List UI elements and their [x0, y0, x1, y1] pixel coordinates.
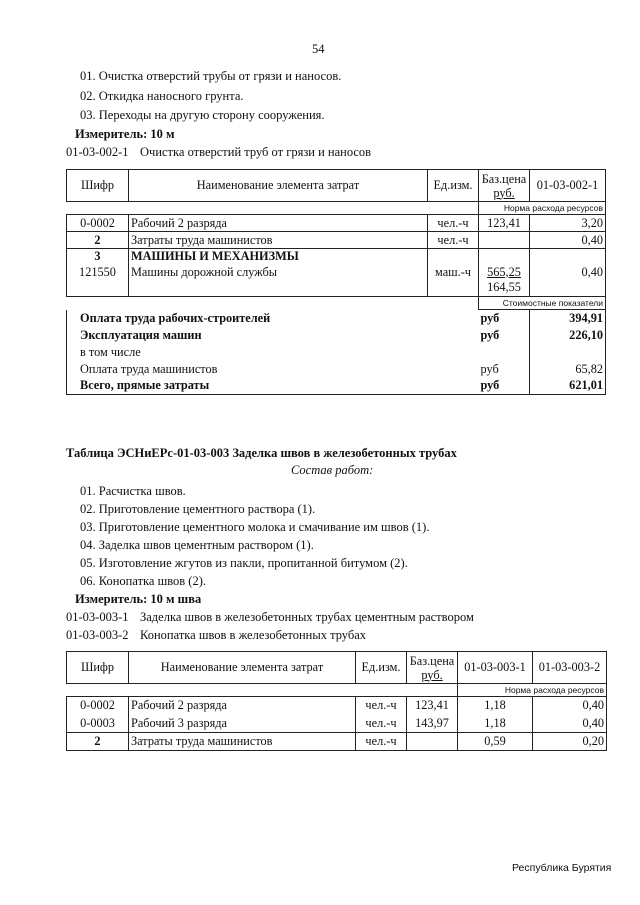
row-price: [407, 733, 458, 751]
work-item: 02. Откидка наносного грунта.: [80, 89, 244, 103]
item-name: Заделка швов в железобетонных трубах цементным раствором: [140, 610, 474, 624]
footer-region: Республика Бурятия: [512, 862, 612, 874]
row-price: 143,97: [407, 715, 458, 733]
work-item: 02. Приготовление цементного раствора (1).: [80, 502, 316, 516]
row-unit: чел.-ч: [428, 232, 479, 249]
norms-table-1: [66, 169, 606, 395]
cost-unit: руб: [479, 378, 530, 395]
cost-name: Всего, прямые затраты: [67, 378, 479, 395]
header-unit: Ед.изм.: [356, 652, 407, 684]
row-name: Затраты труда машинистов: [129, 733, 356, 751]
header-price: Баз.цена руб.: [407, 652, 458, 684]
row-unit: чел.-ч: [356, 697, 407, 715]
machine-unit: маш.-ч: [428, 265, 479, 297]
cost-name: Оплата труда машинистов: [67, 361, 479, 378]
cost-name: в том числе: [67, 344, 479, 361]
row-name: Рабочий 2 разряда: [129, 215, 428, 232]
header-col1: 01-03-003-1: [458, 652, 533, 684]
cost-name: Эксплуатация машин: [67, 327, 479, 344]
measure-unit: Измеритель: 10 м шва: [75, 592, 202, 606]
machine-code: 121550: [67, 265, 129, 297]
works-subtitle: Состав работ:: [291, 463, 374, 477]
header-name: Наименование элемента затрат: [129, 652, 356, 684]
row-value-1: 1,18: [458, 697, 533, 715]
cost-value: [530, 344, 606, 361]
cost-unit: [479, 344, 530, 361]
norms-table-2: [66, 651, 607, 751]
header-code: Шифр: [67, 170, 129, 202]
row-value-2: 0,40: [533, 715, 607, 733]
item-code: 01-03-003-2: [66, 628, 129, 642]
row-name: Затраты труда машинистов: [129, 232, 428, 249]
cost-unit: руб: [479, 361, 530, 378]
measure-unit: Измеритель: 10 м: [75, 127, 175, 141]
work-item: 04. Заделка швов цементным раствором (1).: [80, 538, 314, 552]
row-price: 123,41: [407, 697, 458, 715]
cost-value: 621,01: [530, 378, 606, 395]
machine-name: Машины дорожной службы: [129, 265, 428, 297]
item-code: 01-03-002-1: [66, 145, 129, 159]
subhead-resources: Норма расхода ресурсов: [458, 684, 607, 697]
cost-unit: руб: [479, 310, 530, 327]
work-item: 01. Очистка отверстий трубы от грязи и наносов.: [80, 69, 342, 83]
item-code: 01-03-003-1: [66, 610, 129, 624]
subhead-resources: Норма расхода ресурсов: [479, 202, 606, 215]
row-value-2: 0,20: [533, 733, 607, 751]
subhead-costs: Стоимостные показатели: [479, 297, 606, 310]
row-code: 0-0002: [67, 697, 129, 715]
cost-value: 226,10: [530, 327, 606, 344]
row-code: 2: [67, 733, 129, 751]
machine-price: 565,25 164,55: [479, 265, 530, 297]
row-unit: чел.-ч: [356, 715, 407, 733]
work-item: 03. Приготовление цементного молока и смачивание им швов (1).: [80, 520, 430, 534]
group-code: 3: [67, 249, 129, 265]
header-col1: 01-03-002-1: [530, 170, 606, 202]
row-price: 123,41: [479, 215, 530, 232]
header-code: Шифр: [67, 652, 129, 684]
row-price: [479, 232, 530, 249]
row-code: 0-0002: [67, 215, 129, 232]
header-name: Наименование элемента затрат: [129, 170, 428, 202]
row-value-2: 0,40: [533, 697, 607, 715]
cost-unit: руб: [479, 327, 530, 344]
cost-name: Оплата труда рабочих-строителей: [67, 310, 479, 327]
header-col2: 01-03-003-2: [533, 652, 607, 684]
page-number: 54: [312, 42, 325, 56]
row-unit: чел.-ч: [428, 215, 479, 232]
cost-value: 394,91: [530, 310, 606, 327]
header-price: Баз.цена руб.: [479, 170, 530, 202]
row-value: 3,20: [530, 215, 606, 232]
work-item: 05. Изготовление жгутов из пакли, пропитанной битумом (2).: [80, 556, 408, 570]
row-name: Рабочий 2 разряда: [129, 697, 356, 715]
row-code: 2: [67, 232, 129, 249]
machine-value: 0,40: [530, 265, 606, 297]
group-title: МАШИНЫ И МЕХАНИЗМЫ: [129, 249, 428, 265]
header-unit: Ед.изм.: [428, 170, 479, 202]
row-value: 0,40: [530, 232, 606, 249]
row-value-1: 1,18: [458, 715, 533, 733]
item-name: Конопатка швов в железобетонных трубах: [140, 628, 367, 642]
work-item: 01. Расчистка швов.: [80, 484, 186, 498]
row-value-1: 0,59: [458, 733, 533, 751]
item-name: Очистка отверстий труб от грязи и наносов: [140, 145, 372, 159]
work-item: 06. Конопатка швов (2).: [80, 574, 207, 588]
row-code: 0-0003: [67, 715, 129, 733]
work-item: 03. Переходы на другую сторону сооружения.: [80, 108, 325, 122]
table-title: Таблица ЭСНиЕРс-01-03-003 Заделка швов в железобетонных трубах: [66, 446, 457, 460]
cost-value: 65,82: [530, 361, 606, 378]
row-unit: чел.-ч: [356, 733, 407, 751]
row-name: Рабочий 3 разряда: [129, 715, 356, 733]
